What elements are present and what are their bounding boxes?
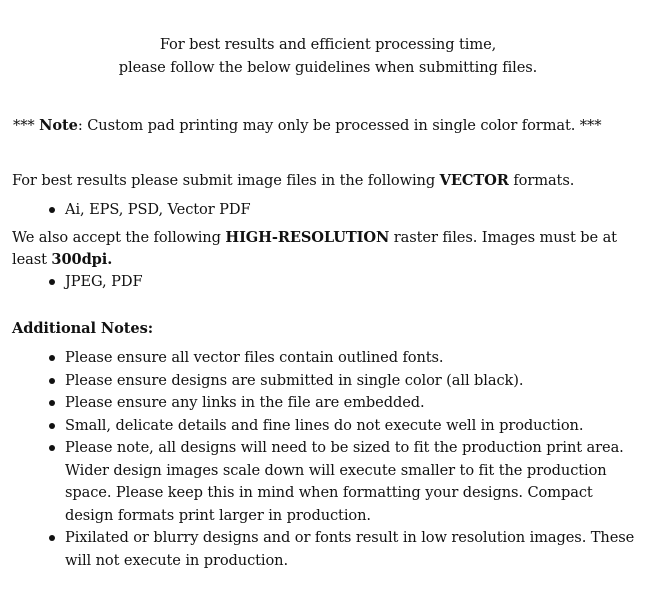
list-item-text: JPEG, PDF [65,273,143,290]
raster-intro-prefix: We also accept the following [12,229,226,246]
note-stars: *** [13,117,40,134]
raster-formats-intro [12,227,642,271]
intro-line-2: please follow the below guidelines when submitting files. [118,59,538,76]
list-item-text: Pixilated or blurry designs and or fonts result in low resolution images. These will not execute in production. [65,529,635,569]
bullet-icon [49,355,55,361]
list-item [12,392,642,415]
list-item [12,415,642,438]
list-item-text: Please ensure designs are submitted in single color (all black). [65,371,524,389]
list-item-text: Please ensure any links in the file are embedded. [65,394,425,411]
bullet-icon [49,423,55,429]
raster-dpi: 300dpi. [51,251,113,268]
list-item [12,199,612,222]
bullet-icon [49,445,55,451]
note-text: : Custom pad printing may only be processed in single color format. *** [77,117,602,134]
additional-notes-list [12,347,642,572]
list-item-text: Please note, all designs will need to be sized to fit the production print area. Wider design images scale down will execute smaller to fit the production space. Please keep this in mind when formatting your designs. Compact design formats print larger in production. [65,439,624,524]
bullet-icon [49,535,55,541]
list-item-text: Small, delicate details and fine lines do not execute well in production. [65,416,584,434]
raster-format-list [12,271,612,294]
list-item [12,347,642,370]
raster-emphasis: HIGH-RESOLUTION [225,229,390,246]
list-item-text: Ai, EPS, PSD, Vector PDF [65,201,251,218]
bullet-icon [49,207,55,213]
vector-format-list [12,199,612,222]
list-item [12,370,642,393]
intro-line-1: For best results and efficient processing time, [159,36,497,53]
list-item [12,527,642,572]
additional-notes-heading: Additional Notes: [12,320,153,337]
bullet-icon [49,279,55,285]
list-item [12,437,642,527]
note-label: Note [39,117,78,134]
vector-intro-prefix: For best results please submit image files in the following [12,172,440,189]
vector-emphasis: VECTOR [439,172,509,189]
raster-intro-middle: raster files. Images must be at least [12,229,617,268]
vector-formats-intro [12,170,574,192]
list-item [12,271,612,294]
note-line [13,115,601,137]
vector-intro-suffix: formats. [508,172,575,189]
bullet-icon [49,378,55,384]
intro-text [0,33,656,79]
bullet-icon [49,400,55,406]
list-item-text: Please ensure all vector files contain outlined fonts. [65,349,444,366]
